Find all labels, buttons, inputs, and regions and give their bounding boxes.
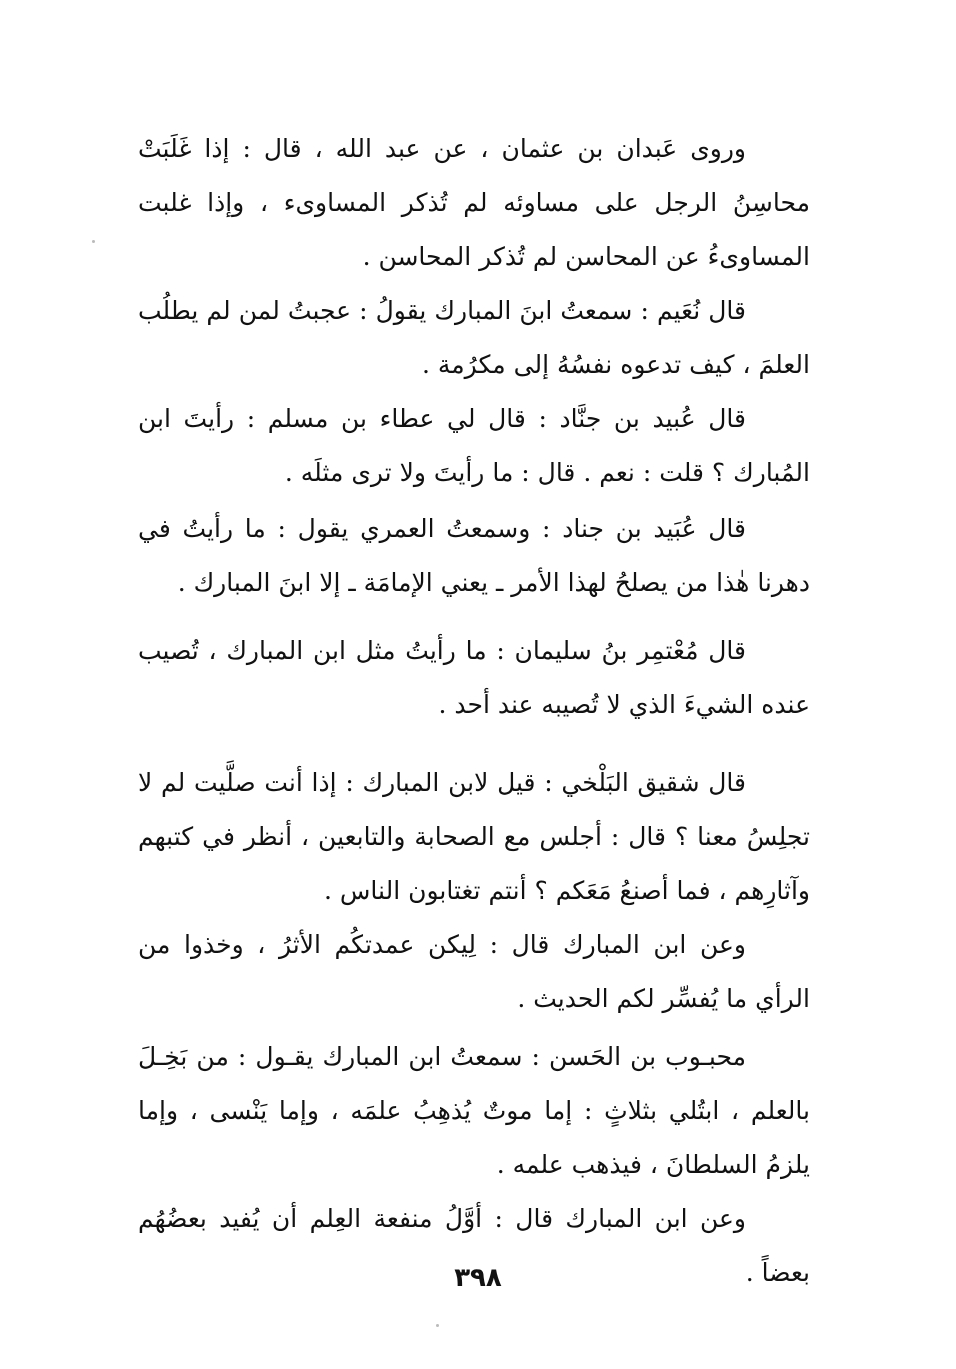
paragraph: قال مُعْتمِر بنُ سليمان : ما رأيتُ مثل ابن المبارك ، تُصيب عنده الشيءَ الذي لا تُصيبه عند أحد . [138,636,810,719]
scan-speck [92,240,95,243]
paragraph: قال شقيق البَلْخي : قيل لابن المبارك : إذا أنت صلَّيت لم لا تجلِسُ معنا ؟ قال : أجلس مع الصحابة والتابعين ، أنظر في كتبهم وآثارِهم ، فما أصنعُ مَعَكم ؟ أنتم تغتابون الناس . [138,768,810,905]
paragraph: قال نُعَيم : سمعتُ ابنَ المبارك يقولُ : عجبتُ لمن لم يطلُب العلمَ ، كيف تدعوه نفسُهُ إلى مكرُمة . [138,296,810,379]
paragraph: وعن ابن المبارك قال : أوَّلُ منفعة العِلم أن يُفيد بعضُهُم بعضاً . [138,1204,810,1287]
page-number: ٣٩٨ [454,1263,502,1293]
paragraph: قال عُبَيد بن جناد : وسمعتُ العمري يقول : ما رأيتُ في دهرنا هٰذا من يصلحُ لهذا الأمر ـ يعني الإمامَة ـ إلا ابنَ المبارك . [138,514,810,597]
paragraph: قال عُبيد بن جنَّاد : قال لي عطاء بن مسلم : رأيتَ ابن المُبارك ؟ قلت : نعم . قال : ما رأيتَ ولا ترى مثلَه . [138,404,810,487]
paragraph: وعن ابن المبارك قال : لِيكن عمدتكُم الأثرُ ، وخذوا من الرأي ما يُفسِّر لكم الحديث . [138,930,810,1013]
paragraph: محبـوب بن الحَسن : سمعتُ ابن المبارك يقـول : من بَخِـلَ بالعلم ، ابتُلي بثلاثٍ : إما موتٌ يُذهِبُ علمَه ، وإما يَنْسى ، وإما يلزمُ السلطانَ ، فيذهب علمه . [138,1042,810,1179]
scan-speck [436,1324,439,1327]
paragraph: وروى عَبدان بن عثمان ، عن عبد الله ، قال : إذا غَلَبَتْ محاسِنُ الرجل على مساوئه لم تُذكر المساوىء ، وإذا غلبت المساوىءُ عن المحاسن لم تُذكر المحاسن . [138,134,810,271]
